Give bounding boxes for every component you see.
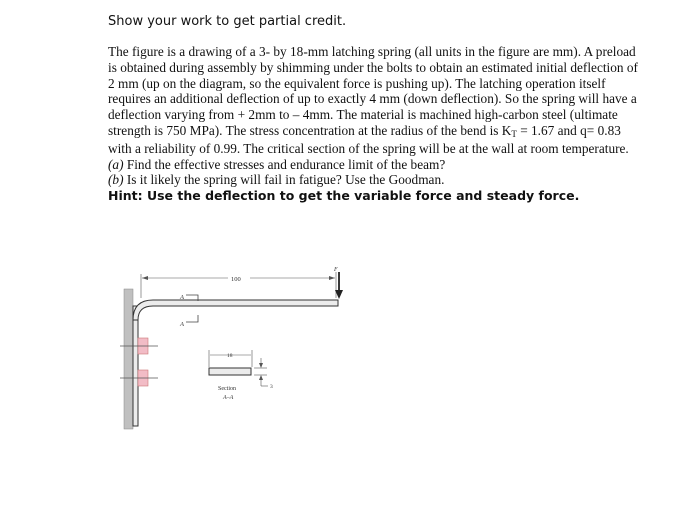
section-caption-2: A–A bbox=[223, 395, 234, 401]
problem-text-part-1: The figure is a drawing of a 3- by 18-mm latching spring (all units in the figure are mm). A preload is obtained during assembly by shimming under the bolts to obtain an estimated initial deflection of 2 mm (up on the diagram, so the equivalent force is pushing up). The latching operation itself requires an additional deflection of up to exactly 4 mm (down deflection). So the spring will have a deflection varying from + 2mm to – 4mm. The material is machined high-carbon steel (ultimate strength is 750 MPa). The stress concentration at the radius of the bend is K bbox=[108, 44, 638, 138]
question-b-label: (b) bbox=[108, 172, 124, 188]
kt-subscript: T bbox=[511, 128, 517, 139]
question-b bbox=[108, 172, 643, 188]
wall bbox=[124, 289, 133, 429]
spring-vertical-leg bbox=[133, 306, 138, 426]
dim-length-label: 100 bbox=[231, 276, 241, 283]
hint-text: Hint: Use the deflection to get the variable force and steady force. bbox=[108, 188, 580, 204]
spring-horizontal-arm bbox=[133, 300, 338, 320]
problem-statement bbox=[108, 44, 643, 204]
section-caption-1: Section bbox=[218, 386, 236, 392]
section-label-top: A bbox=[180, 294, 184, 301]
question-a-text: Find the effective stresses and endurance limit of the beam? bbox=[123, 156, 446, 172]
dim-thickness-label: 3 bbox=[270, 384, 273, 390]
dim-100-arrow-right bbox=[329, 276, 335, 280]
section-thickness-arrowhead-upper bbox=[259, 363, 263, 368]
problem-paragraph bbox=[108, 44, 643, 157]
instruction-heading: Show your work to get partial credit. bbox=[108, 14, 347, 29]
question-a-label: (a) bbox=[108, 156, 124, 172]
dim-width-label: 18 bbox=[227, 353, 233, 359]
question-a bbox=[108, 157, 643, 173]
section-thickness-arrowhead-lower bbox=[259, 375, 263, 380]
dim-100-arrow-left bbox=[142, 276, 148, 280]
question-b-text: Is it likely the spring will fail in fatigue? Use the Goodman. bbox=[123, 172, 445, 188]
section-marker-bottom bbox=[186, 315, 198, 322]
problem-text-part-2: = 1.67 and q= 0.83 with a reliability of 0.99. The critical section of the spring will be at the wall at room temperature. bbox=[108, 122, 629, 156]
section-label-bottom: A bbox=[180, 321, 184, 328]
section-rect bbox=[209, 368, 251, 375]
latching-spring-figure bbox=[118, 262, 358, 442]
force-label: F bbox=[334, 267, 338, 273]
